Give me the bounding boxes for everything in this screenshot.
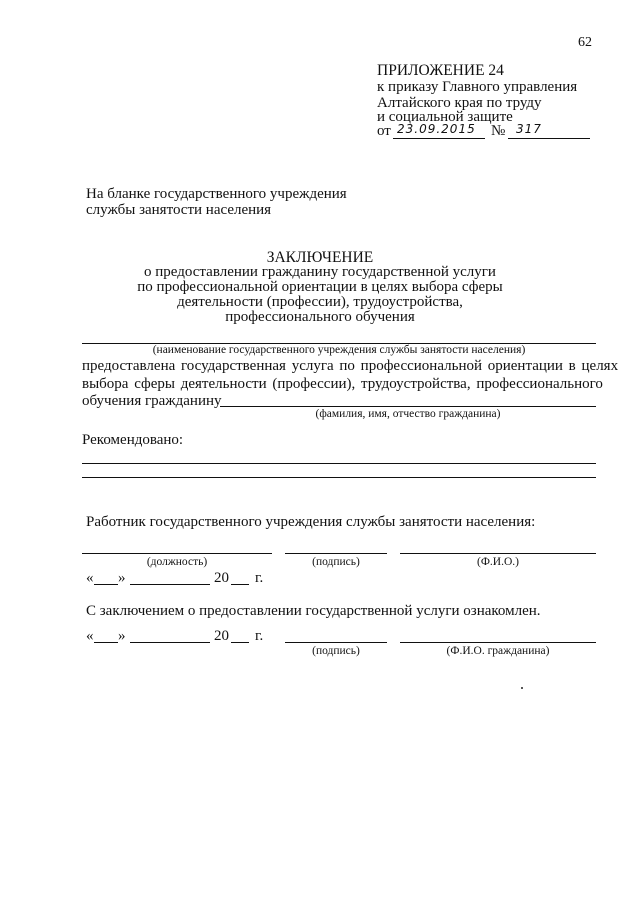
recommended-line-2 [82, 477, 596, 478]
appendix-from-label: от [377, 123, 391, 139]
ack-year-line [231, 642, 249, 643]
appendix-date-handwritten: 23.09.2015 [397, 122, 476, 136]
acknowledge-label: С заключением о предоставлении государственной услуги ознакомлен. [86, 603, 541, 619]
worker-day-line [94, 584, 118, 585]
page-number: 62 [578, 35, 592, 50]
appendix-line-3: и социальной защите [377, 109, 513, 125]
ack-year-prefix: 20 [214, 628, 229, 644]
ack-date-open-quote: « [86, 628, 94, 644]
ack-day-line [94, 642, 118, 643]
ack-month-line [130, 642, 210, 643]
worker-year-prefix: 20 [214, 570, 229, 586]
caption-ack-signature: (подпись) [312, 645, 360, 657]
caption-worker-signature: (подпись) [312, 556, 360, 568]
appendix-line-2: Алтайского края по труду [377, 95, 542, 111]
paragraph-line-3: обучения гражданину [82, 393, 222, 409]
worker-year-line [231, 584, 249, 585]
recommended-line-1 [82, 463, 596, 464]
appendix-line-1: к приказу Главного управления [377, 79, 578, 95]
paragraph-line-1: предоставлена государственная услуга по профессиональной ориентации в целях [82, 358, 619, 374]
appendix-number-handwritten: 317 [516, 122, 542, 136]
appendix-date-line [393, 138, 485, 139]
ack-fio-line [400, 642, 596, 643]
worker-label: Работник государственного учреждения службы занятости населения: [86, 514, 536, 530]
caption-institution: (наименование государственного учреждения службы занятости населения) [152, 344, 526, 356]
worker-year-suffix: г. [255, 570, 264, 586]
paragraph-line-2: выбора сферы деятельности (профессии), трудоустройства, профессионального [82, 376, 603, 392]
appendix-number-label: № [491, 123, 506, 139]
citizen-name-line [220, 406, 596, 407]
appendix-title: ПРИЛОЖЕНИЕ 24 [377, 62, 504, 79]
ack-date-close-quote: » [118, 628, 126, 644]
worker-position-line [82, 553, 272, 554]
worker-signature-line [285, 553, 387, 554]
document-title: ЗАКЛЮЧЕНИЕ [266, 249, 374, 266]
worker-date-open-quote: « [86, 570, 94, 586]
caption-position: (должность) [146, 556, 208, 568]
appendix-number-line [508, 138, 590, 139]
recommended-label: Рекомендовано: [82, 432, 184, 448]
worker-month-line [130, 584, 210, 585]
letterhead-line-1: На бланке государственного учреждения [86, 186, 347, 202]
caption-worker-fio: (Ф.И.О.) [477, 556, 519, 568]
heading-line-4: профессионального обучения [225, 309, 415, 325]
worker-fio-line [400, 553, 596, 554]
letterhead-line-2: службы занятости населения [86, 202, 272, 218]
heading-line-2: по профессиональной ориентации в целях выбора сферы [137, 279, 503, 295]
caption-ack-fio: (Ф.И.О. гражданина) [446, 645, 550, 657]
worker-date-close-quote: » [118, 570, 126, 586]
ack-year-suffix: г. [255, 628, 264, 644]
heading-line-3: деятельности (профессии), трудоустройства, [177, 294, 463, 310]
heading-line-1: о предоставлении гражданину государственной услуги [144, 264, 496, 280]
ack-signature-line [285, 642, 387, 643]
stray-dot [521, 687, 523, 689]
caption-citizen: (фамилия, имя, отчество гражданина) [315, 408, 501, 420]
